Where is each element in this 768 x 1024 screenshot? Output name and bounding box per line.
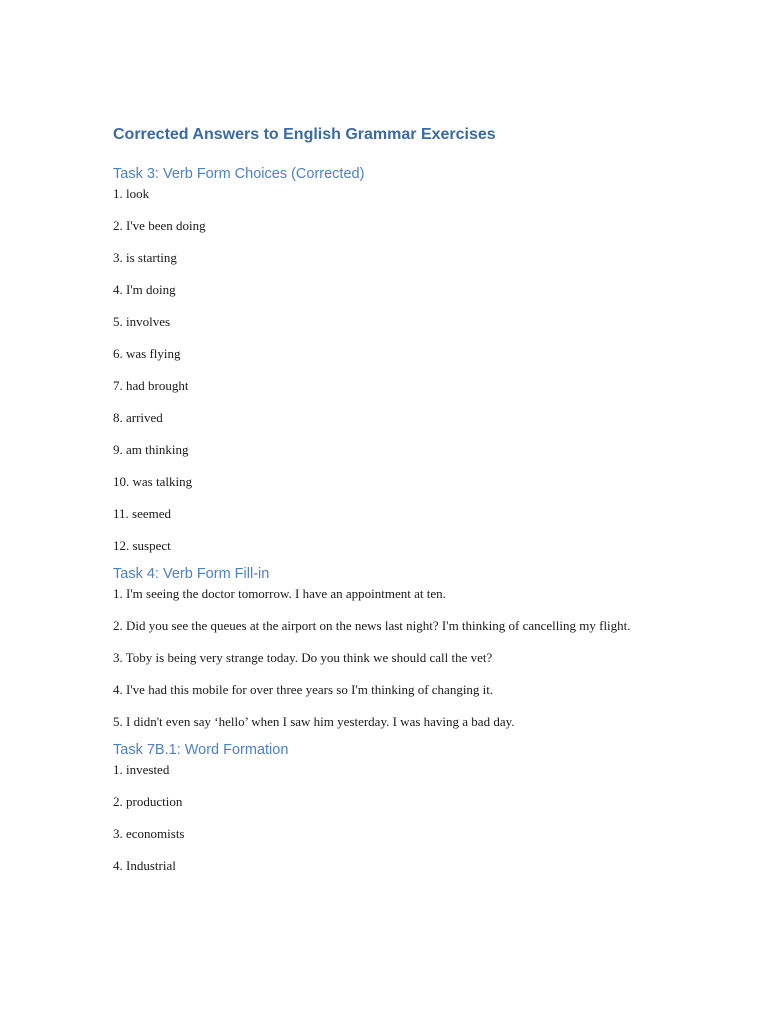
list-item: 6. was flying: [113, 346, 181, 361]
list-item: 5. I didn't even say ‘hello’ when I saw him yesterday. I was having a bad day.: [113, 714, 515, 729]
section-task-4: [113, 564, 663, 732]
list-item: 3. economists: [113, 826, 185, 841]
section-heading: Task 7B.1: Word Formation: [113, 742, 289, 758]
list-item: 1. look: [113, 186, 150, 201]
list-item: 12. suspect: [113, 538, 171, 553]
answer-list: [113, 184, 663, 556]
list-item: 3. is starting: [113, 250, 177, 265]
list-item: 8. arrived: [113, 410, 163, 425]
list-item: 11. seemed: [113, 506, 171, 521]
list-item: 2. Did you see the queues at the airport on the news last night? I'm thinking of cancelling my flight.: [113, 618, 631, 633]
list-item: 4. I'm doing: [113, 282, 176, 297]
section-task-7b1: [113, 740, 663, 876]
section-heading: Task 4: Verb Form Fill-in: [113, 566, 270, 582]
list-item: 2. I've been doing: [113, 218, 206, 233]
list-item: 4. Industrial: [113, 858, 176, 873]
section-task-3: [113, 164, 663, 556]
list-item: 2. production: [113, 794, 183, 809]
list-item: 9. am thinking: [113, 442, 189, 457]
list-item: 10. was talking: [113, 474, 193, 489]
list-item: 1. I'm seeing the doctor tomorrow. I have an appointment at ten.: [113, 586, 446, 601]
list-item: 1. invested: [113, 762, 170, 777]
list-item: 3. Toby is being very strange today. Do you think we should call the vet?: [113, 650, 493, 665]
list-item: 4. I've had this mobile for over three years so I'm thinking of changing it.: [113, 682, 494, 697]
list-item: 7. had brought: [113, 378, 189, 393]
answer-list: [113, 584, 663, 732]
document-page: [113, 124, 663, 884]
list-item: 5. involves: [113, 314, 171, 329]
answer-list: [113, 760, 663, 876]
document-title: Corrected Answers to English Grammar Exercises: [113, 126, 496, 143]
section-heading: Task 3: Verb Form Choices (Corrected): [113, 166, 365, 182]
